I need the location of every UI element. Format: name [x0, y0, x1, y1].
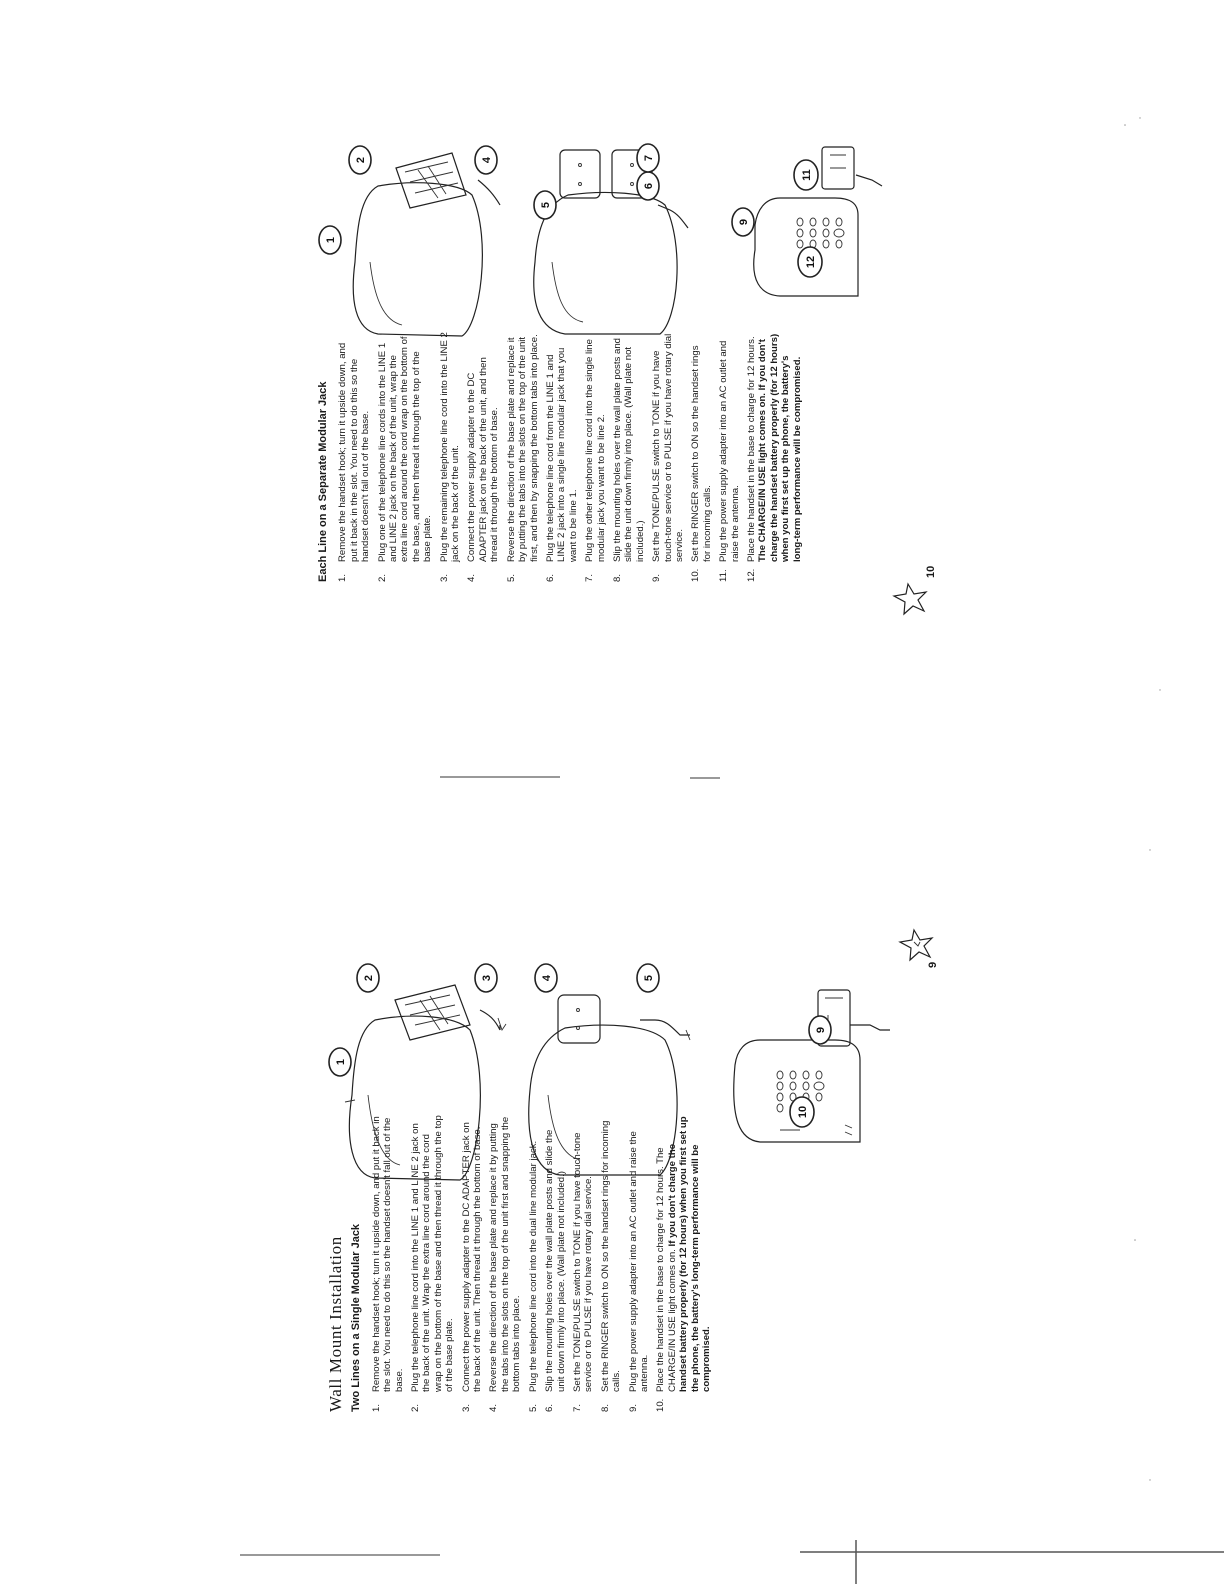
list-item: 12. Place the handset in the base to charge for 12 hours. The CHARGE/IN USE light comes on. If you don't charge the handset battery properly (for 12 hours) when you first set up the phone, the battery's long-term performance will be compromised.: [746, 333, 803, 582]
callout-9-p10: [732, 208, 754, 236]
wall-jack-pair-illustration-p10: [560, 150, 688, 228]
callout-6-p10: [637, 172, 659, 200]
section-title-separate-jack: Each Line on a Separate Modular Jack: [317, 381, 329, 582]
svg-text:11: 11: [801, 169, 813, 181]
list-item: 1. Remove the handset hook; turn it upside down, and put it back in the slot. You need to do this so the handset doesn't fall out of the base.: [370, 1116, 405, 1412]
handset-hook-illustration-p10: [396, 153, 466, 208]
list-item: 2. Plug one of the telephone line cords into the LINE 1 and LINE 2 jack on the back of the unit, wrap the extra line cord around the cord wrap on the bottom of the base, and then thread it through the top of the base plate.: [376, 336, 434, 582]
svg-text:9: 9: [738, 218, 750, 226]
list-item: 3. Plug the remaining telephone line cord into the LINE 2 jack on the back of the unit.: [438, 332, 462, 582]
callout-4-p9: [535, 964, 557, 992]
list-item: 7. Set the TONE/PULSE switch to TONE if you have touch-tone service or to PULSE if you have rotary dial service.: [571, 1132, 595, 1412]
list-item: 3. Connect the power supply adapter to the DC ADAPTER jack on the back of the unit. Then thread it through the bottom of base.: [460, 1122, 484, 1412]
list-item: 10. Set the RINGER switch to ON so the handset rings for incoming calls.: [690, 345, 713, 582]
callout-9-p9: [809, 1016, 831, 1044]
list-item: 8. Slip the mounting holes over the wall plate posts and slide the unit down firmly into place. (Wall plate not included.): [611, 338, 646, 582]
list-item: 9. Plug the power supply adapter into an AC outlet and raise the antenna.: [627, 1131, 650, 1412]
wall-jack-illustration-p9: [558, 995, 690, 1043]
list-item: 4. Connect the power supply adapter to the DC ADAPTER jack on the back of the unit, and then thread it through the bottom of base.: [466, 357, 501, 582]
callout-5-p9: [637, 964, 659, 992]
svg-text:12: 12: [805, 255, 817, 269]
cord-illustration-top-p10: [478, 180, 500, 205]
svg-text:5: 5: [540, 201, 552, 209]
phone-base-illustration-p9: [734, 1040, 860, 1142]
svg-text:2: 2: [355, 156, 367, 164]
page-number-9: 9: [927, 961, 939, 968]
list-item: 11. Plug the power supply adapter into an AC outlet and raise the antenna.: [718, 340, 741, 582]
scan-noise: [240, 117, 1224, 1584]
callout-10-p9: [790, 1097, 814, 1127]
list-item: 4. Reverse the direction of the base plate and replace it by putting the tabs into the slots on the top of the unit first and snapping the bottom tabs into place.: [488, 1116, 523, 1412]
svg-text:9: 9: [815, 1026, 827, 1034]
callout-7-p10: [637, 144, 659, 172]
list-item: 8. Set the RINGER switch to ON so the handset rings for incoming calls.: [599, 1120, 623, 1412]
list-item: 1. Remove the handset hook; turn it upside down, and put it back in the slot. You need to do this so the handset doesn't fall out of the base.: [337, 342, 372, 582]
list-item: 2. Plug the telephone line cord into the LINE 1 and LINE 2 jack on the back of the unit. Wrap the extra line cord around the cord wrap on the bottom of the base and then thread it through the top of the base plate.: [410, 1115, 456, 1412]
section-title-single-jack: Two Lines on a Single Modular Jack: [350, 1223, 363, 1412]
list-item: 10. Place the handset in the base to charge for 12 hours. The CHARGE/IN USE light comes on. If you don't charge the handset battery properly (for 12 hours) when you first set up the phone, the battery's long-term performance will be compromised.: [655, 1116, 712, 1412]
star-icon: [900, 930, 932, 960]
wall-jack-small-p10: [822, 147, 882, 189]
svg-text:7: 7: [643, 154, 655, 162]
callout-5-p10: [534, 191, 556, 219]
callout-4-p10: [475, 146, 497, 174]
svg-text:1: 1: [335, 1058, 347, 1066]
list-item: 5. Reverse the direction of the base plate and replace it by putting the tabs into the slots on the top of the unit first, and then by snapping the bottom tabs into place.: [505, 334, 540, 582]
base-unit-illustration-top: [345, 1016, 480, 1180]
list-item: 6. Plug the telephone line cord from the LINE 1 and LINE 2 jack into a single line modular jack that you want to be line 1.: [544, 347, 579, 582]
base-unit-illustration-middle-p10: [534, 192, 677, 334]
svg-text:3: 3: [481, 974, 493, 982]
cord-illustration-top: [480, 1010, 506, 1030]
callout-12-p10: [798, 247, 822, 277]
svg-text:5: 5: [643, 974, 655, 982]
handset-hook-illustration: [395, 985, 470, 1040]
list-item: 9. Set the TONE/PULSE switch to TONE if you have touch-tone service or to PULSE if you have rotary dial service.: [651, 333, 685, 582]
callout-1-p9: [329, 1048, 351, 1076]
svg-text:1: 1: [325, 236, 337, 244]
svg-text:10: 10: [797, 1105, 809, 1119]
callout-11-p10: [794, 160, 818, 190]
svg-text:4: 4: [481, 156, 493, 164]
svg-text:4: 4: [541, 974, 553, 982]
callout-2-p10: [349, 146, 371, 174]
svg-text:2: 2: [363, 974, 375, 982]
page-title: Wall Mount Installation: [326, 1236, 345, 1412]
page-number-10: 10: [925, 565, 937, 578]
list-item: 7. Plug the other telephone line cord into the single line modular jack you want to be line 2.: [584, 339, 607, 582]
list-item: 5. Plug the telephone line cord into the dual line modular jack.: [527, 1140, 539, 1412]
svg-text:6: 6: [643, 182, 655, 190]
callout-2-p9: [357, 964, 379, 992]
callout-1-p10: [319, 226, 341, 254]
star-icon: [894, 584, 926, 614]
callout-3-p9: [475, 964, 497, 992]
list-item: 6. Slip the mounting holes over the wall plate posts and slide the unit down firmly into place. (Wall plate not included.): [544, 1129, 567, 1412]
base-unit-illustration-middle: [529, 1025, 677, 1175]
